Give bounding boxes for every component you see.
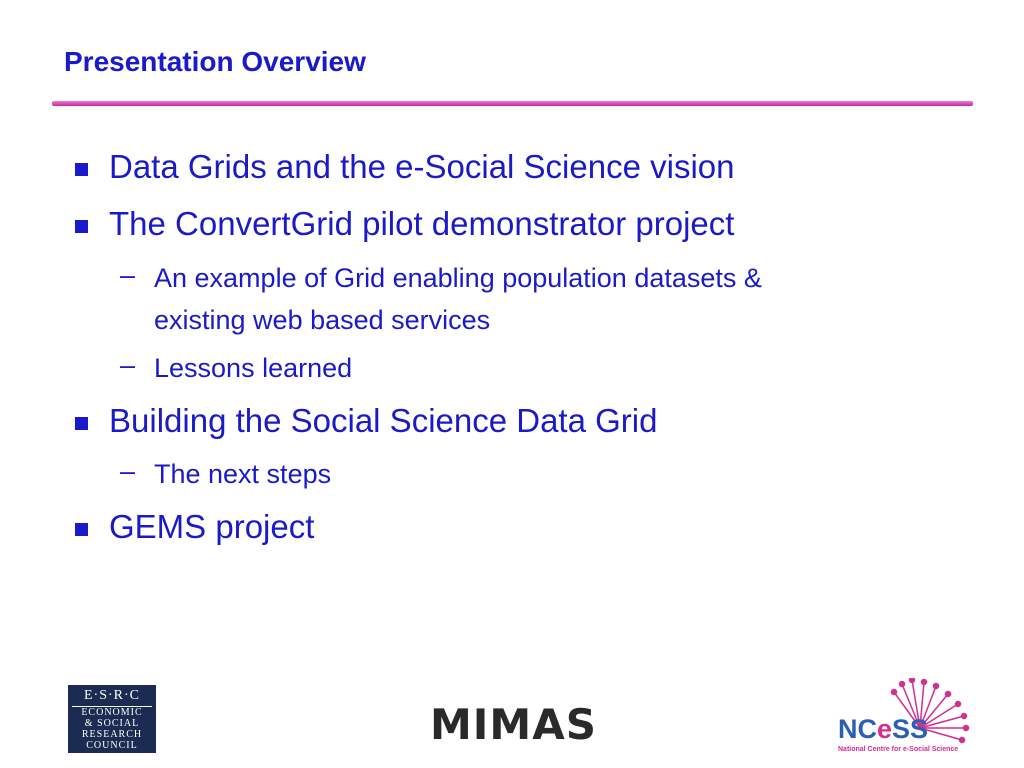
bullet-marker bbox=[75, 417, 88, 430]
bullet-item: GEMS project bbox=[109, 508, 315, 545]
ncess-logo-nc: NC bbox=[838, 714, 877, 744]
sub-bullet-item-continued: existing web based services bbox=[154, 305, 491, 335]
dash-marker: – bbox=[120, 456, 136, 486]
dash-marker: – bbox=[120, 260, 136, 290]
esrc-logo-initials: E·S·R·C bbox=[72, 688, 152, 707]
bullet-marker bbox=[75, 220, 88, 233]
bullet-item: Data Grids and the e-Social Science vision bbox=[109, 148, 735, 185]
ncess-logo-e: e bbox=[877, 714, 893, 744]
esrc-logo bbox=[68, 685, 156, 753]
mimas-logo: MIMAS bbox=[430, 700, 597, 749]
bullet-marker bbox=[75, 523, 88, 536]
esrc-logo-line: RESEARCH bbox=[81, 729, 143, 740]
esrc-logo-line: & SOCIAL bbox=[84, 718, 140, 729]
sub-bullet-item: An example of Grid enabling population datasets & bbox=[154, 263, 762, 293]
bullet-item: The ConvertGrid pilot demonstrator project bbox=[109, 205, 735, 242]
ncess-logo-subtitle: National Centre for e-Social Science bbox=[838, 746, 959, 753]
sub-bullet-item: Lessons learned bbox=[154, 353, 353, 383]
slide-title: Presentation Overview bbox=[64, 46, 366, 77]
bullet-item: Building the Social Science Data Grid bbox=[109, 402, 658, 439]
sub-bullet-item: The next steps bbox=[154, 459, 332, 489]
esrc-logo-line: ECONOMIC bbox=[81, 707, 143, 718]
esrc-logo-line: COUNCIL bbox=[86, 740, 138, 751]
bullet-marker bbox=[75, 163, 88, 176]
ncess-logo bbox=[838, 714, 928, 745]
ncess-logo-ss: SS bbox=[892, 714, 929, 744]
dash-marker: – bbox=[120, 350, 136, 380]
